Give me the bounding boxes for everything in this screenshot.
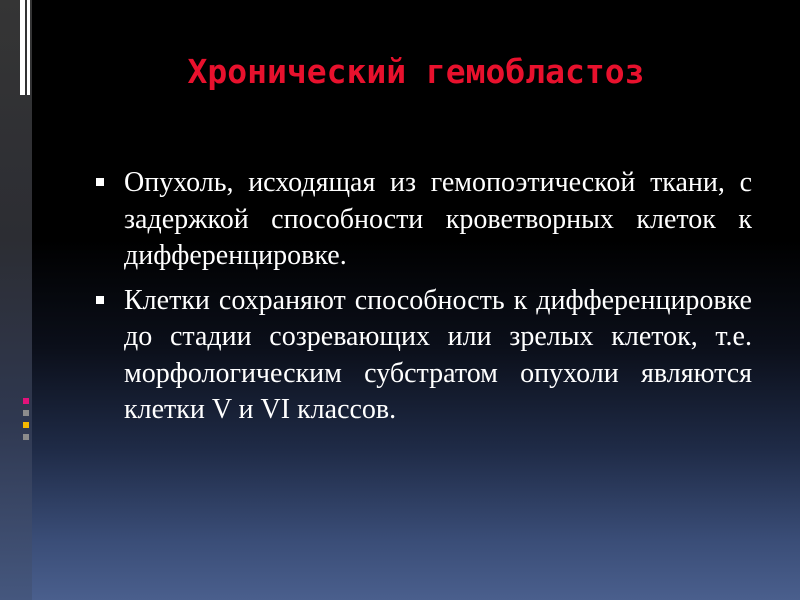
bullet-square-icon	[96, 296, 104, 304]
decor-square-gray	[23, 410, 29, 416]
decor-square-yellow	[23, 422, 29, 428]
bullet-square-icon	[96, 178, 104, 186]
bullet-item	[96, 165, 752, 275]
decor-bar-1	[20, 0, 25, 95]
slide-title: Хронический гемобластоз	[187, 52, 645, 91]
decor-square-gray-2	[23, 434, 29, 440]
decor-square-pink	[23, 398, 29, 404]
decor-bar-2	[27, 0, 30, 95]
bullet-text: Клетки сохраняют способность к дифференцировке до стадии созревающих или зрелых клеток, т.е. морфологическим субстратом опухоли являются клетки V и VI классов.	[124, 284, 752, 425]
bullet-list	[96, 165, 752, 437]
bullet-item	[96, 283, 752, 429]
bullet-text: Опухоль, исходящая из гемопоэтической ткани, с задержкой способности кроветворных клеток к дифференцировке.	[124, 167, 752, 271]
